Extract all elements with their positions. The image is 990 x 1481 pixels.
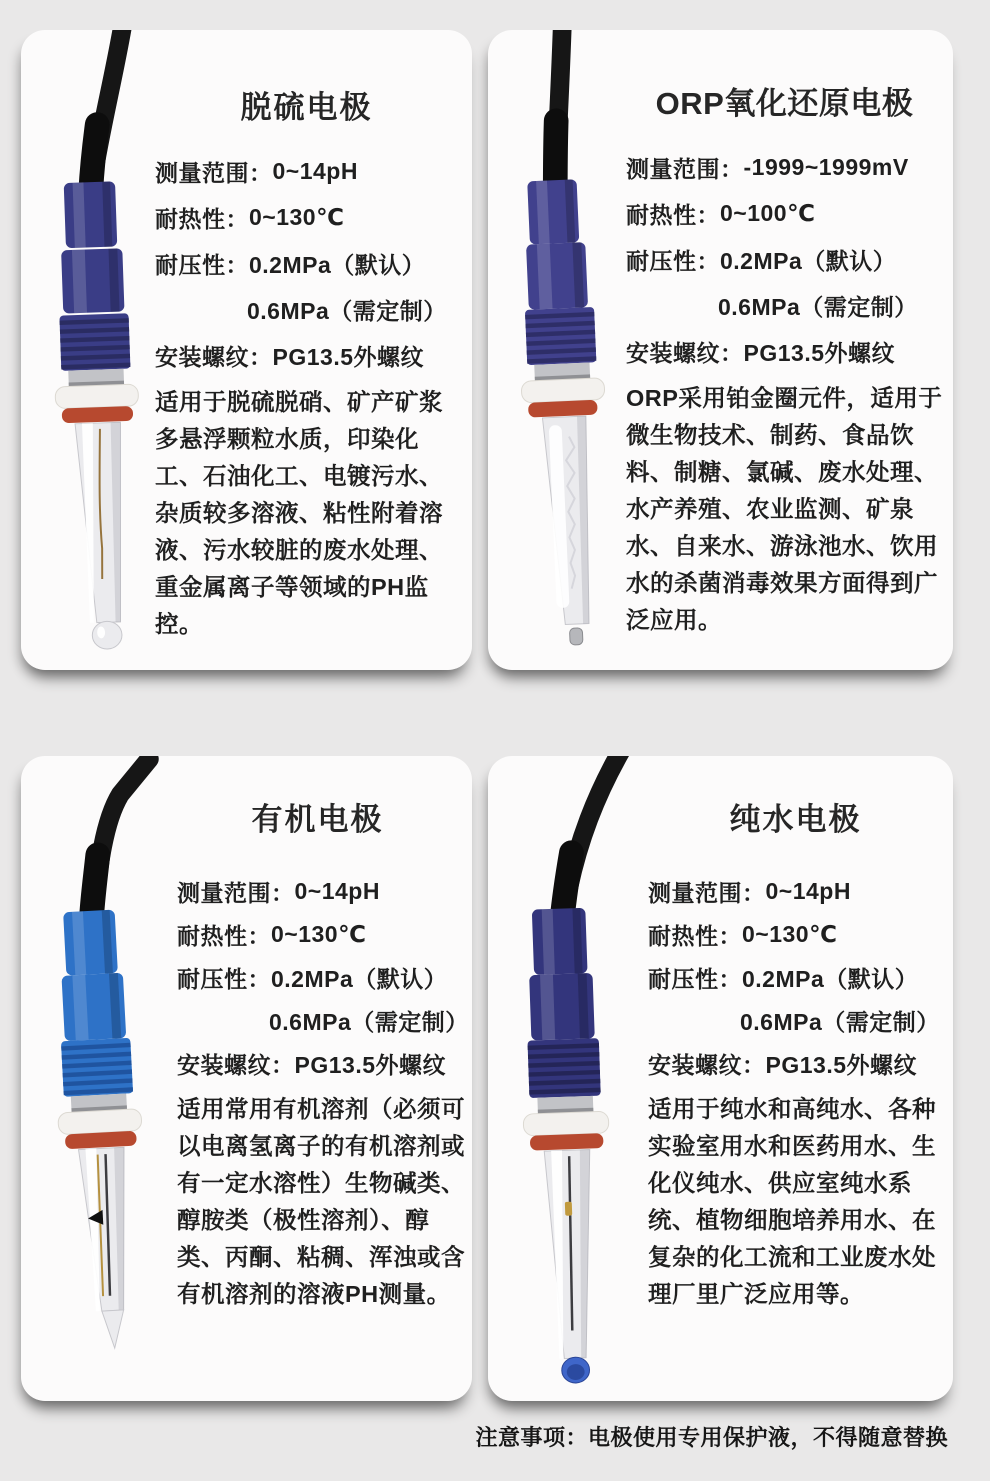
product-card-desulfurization (21, 30, 472, 670)
product-card-pure-water (488, 756, 953, 1401)
spec-row (626, 282, 943, 328)
spec-value: 0.6MPa（需定制） (740, 1009, 940, 1035)
product-description: 适用于纯水和高纯水、各种实验室用水和医药用水、生化仪纯水、供应室纯水系统、植物细胞培养用水、在复杂的化工流和工业废水处理厂里广泛应用等。 (648, 1096, 936, 1307)
product-title: ORP氧化还原电极 (655, 86, 914, 121)
spec-row (155, 332, 458, 378)
spec-row (155, 240, 458, 286)
spec-label: 测量范围： (648, 880, 766, 906)
spec-row (626, 190, 943, 236)
spec-label: 安装螺纹： (626, 339, 744, 366)
spec-label: 耐热性： (155, 205, 249, 232)
product-title: 脱硫电极 (240, 90, 373, 125)
spec-row (177, 1042, 458, 1085)
product-description: ORP采用铂金圈元件，适用于微生物技术、制药、食品饮料、制糖、氯碱、废水处理、水产养殖、农业监测、矿泉水、自来水、游泳池水、饮用水的杀菌消毒效果方面得到广泛应用。 (626, 385, 943, 633)
spec-row (177, 999, 469, 1042)
spec-value: 0~130℃ (742, 921, 838, 947)
spec-label: 耐热性： (648, 923, 742, 949)
spec-label: 耐压性： (177, 966, 271, 992)
spec-value: PG13.5外螺纹 (294, 1052, 446, 1078)
spec-value: 0~14pH (272, 157, 358, 184)
spec-label: 测量范围： (155, 159, 273, 186)
spec-row (648, 1042, 943, 1085)
spec-row (648, 999, 943, 1042)
spec-label: 安装螺纹： (177, 1052, 295, 1078)
spec-label: 测量范围： (626, 155, 744, 182)
spec-list (155, 148, 458, 378)
spec-list (648, 870, 943, 1085)
spec-row (177, 956, 458, 999)
spec-label: 耐热性： (177, 923, 271, 949)
product-card-orp (488, 30, 953, 670)
spec-row (155, 286, 458, 332)
spec-row (177, 870, 458, 913)
spec-row (155, 194, 458, 240)
spec-value: 0~130℃ (271, 921, 367, 947)
spec-row (155, 148, 458, 194)
spec-value: PG13.5外螺纹 (272, 343, 424, 370)
spec-value: 0.2MPa（默认） (720, 247, 897, 274)
spec-row (648, 956, 943, 999)
spec-value: 0~130℃ (249, 203, 345, 230)
spec-row (648, 870, 943, 913)
notice-text: 注意事项：电极使用专用保护液，不得随意替换 (475, 1425, 948, 1450)
spec-label: 安装螺纹： (155, 343, 273, 370)
product-title: 有机电极 (251, 802, 384, 837)
product-description: 适用常用有机溶剂（必须可以电离氢离子的有机溶剂或有一定水溶性）生物碱类、醇胺类（极性溶剂）、醇类、丙酮、粘稠、浑浊或含有机溶剂的溶液PH测量。 (177, 1096, 465, 1307)
spec-row (626, 328, 943, 374)
product-description: 适用于脱硫脱硝、矿产矿浆多悬浮颗粒水质，印染化工、石油化工、电镀污水、杂质较多溶液、粘性附着溶液、污水较脏的废水处理、重金属离子等领域的PH监控。 (155, 389, 443, 637)
spec-value: 0.6MPa（需定制） (718, 293, 918, 320)
spec-value: PG13.5外螺纹 (765, 1052, 917, 1078)
spec-label: 耐压性： (626, 247, 720, 274)
spec-row (626, 236, 943, 282)
spec-label: 耐压性： (155, 251, 249, 278)
spec-list (626, 144, 943, 374)
spec-list (177, 870, 469, 1085)
spec-label: 耐压性： (648, 966, 742, 992)
spec-value: 0.2MPa（默认） (271, 966, 448, 992)
spec-label: 测量范围： (177, 880, 295, 906)
spec-label: 耐热性： (626, 201, 720, 228)
spec-value: PG13.5外螺纹 (743, 339, 895, 366)
spec-label: 安装螺纹： (648, 1052, 766, 1078)
spec-row (177, 913, 458, 956)
product-title: 纯水电极 (729, 802, 862, 837)
spec-row (648, 913, 943, 956)
spec-value: 0.2MPa（默认） (249, 251, 426, 278)
spec-value: -1999~1999mV (743, 153, 909, 180)
product-card-organic (21, 756, 472, 1401)
spec-row (626, 144, 943, 190)
spec-value: 0~14pH (294, 878, 380, 904)
spec-value: 0.6MPa（需定制） (247, 297, 447, 324)
spec-value: 0.6MPa（需定制） (269, 1009, 469, 1035)
spec-value: 0~100℃ (720, 199, 816, 226)
spec-value: 0.2MPa（默认） (742, 966, 919, 992)
spec-value: 0~14pH (765, 878, 851, 904)
